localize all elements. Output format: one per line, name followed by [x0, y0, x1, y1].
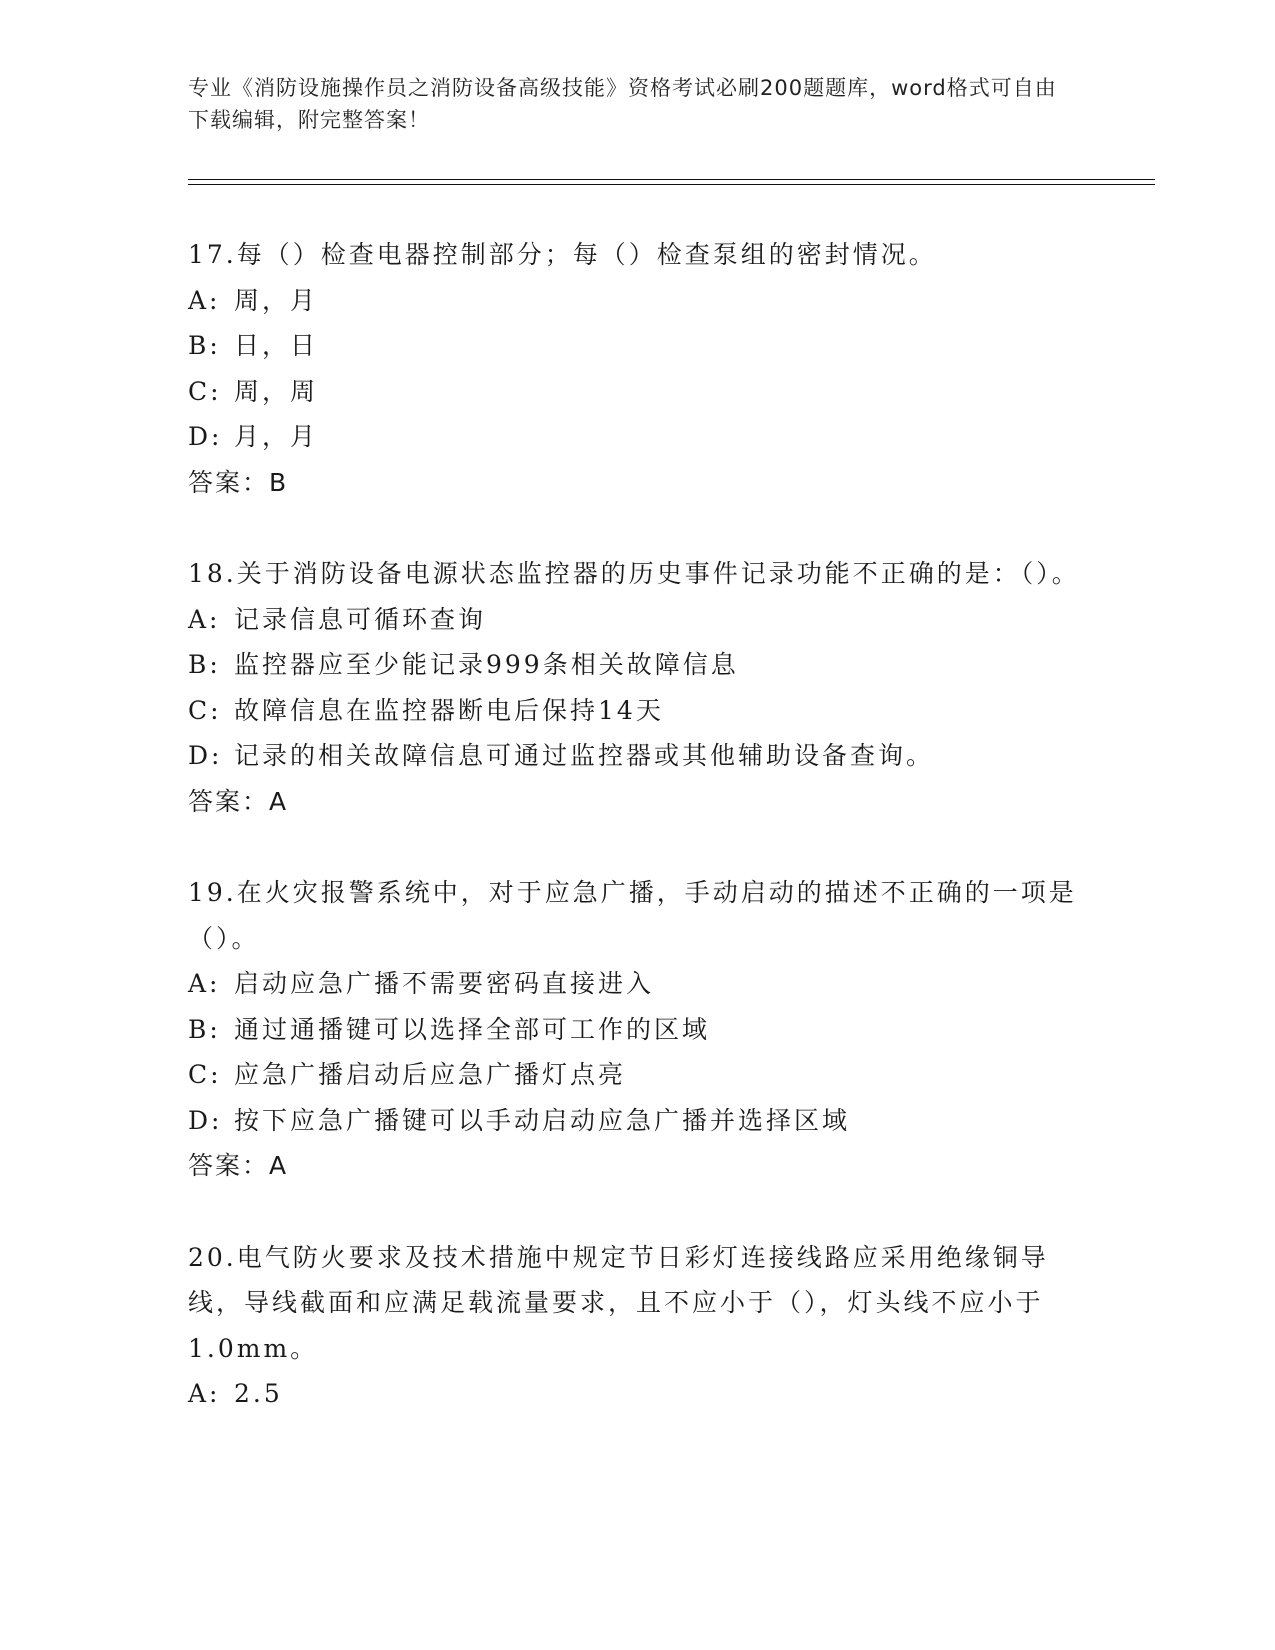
question-list	[188, 232, 1088, 1463]
question-19	[188, 870, 1088, 1189]
option-letter: B:	[188, 650, 221, 679]
option-a	[188, 1371, 1088, 1417]
option-text: 故障信息在监控器断电后保持14天	[234, 695, 664, 725]
option-text: 监控器应至少能记录999条相关故障信息	[234, 650, 739, 679]
option-text: 通过通播键可以选择全部可工作的区域	[234, 1014, 711, 1044]
option-d	[188, 733, 1088, 779]
option-letter: C:	[188, 376, 222, 406]
question-stem: 19.在火灾报警系统中，对于应急广播，手动启动的描述不正确的一项是（）。	[188, 878, 1077, 953]
option-letter: B:	[188, 331, 221, 360]
option-letter: D:	[188, 741, 223, 770]
option-text: 周，周	[234, 376, 319, 406]
question-17	[188, 232, 1088, 505]
option-a	[188, 961, 1088, 1007]
header-text: 专业《消防设施操作员之消防设备高级技能》资格考试必刷200题题库，word格式可自由下载编辑，附完整答案！	[188, 76, 1057, 132]
question-stem: 18.关于消防设备电源状态监控器的历史事件记录功能不正确的是：（）。	[188, 559, 1080, 588]
option-letter: D:	[188, 422, 223, 451]
option-c	[188, 688, 1088, 734]
option-a	[188, 597, 1088, 643]
answer-line: 答案：A	[188, 786, 289, 816]
question-18	[188, 551, 1088, 824]
option-text: 记录信息可循环查询	[234, 604, 487, 634]
option-text: 周，月	[234, 285, 319, 315]
option-b	[188, 323, 1088, 369]
option-text: 记录的相关故障信息可通过监控器或其他辅助设备查询。	[234, 741, 935, 770]
option-d	[188, 1098, 1088, 1144]
option-text: 应急广播启动后应急广播灯点亮	[234, 1060, 627, 1089]
option-text: 启动应急广播不需要密码直接进入	[234, 969, 655, 998]
option-letter: D:	[188, 1105, 223, 1135]
option-letter: C:	[188, 1060, 222, 1089]
option-b	[188, 642, 1088, 688]
answer-line: 答案：B	[188, 467, 289, 497]
option-b	[188, 1007, 1088, 1053]
question-stem: 17.每（）检查电器控制部分；每（）检查泵组的密封情况。	[188, 240, 937, 269]
option-text: 2.5	[234, 1379, 283, 1408]
option-text: 按下应急广播键可以手动启动应急广播并选择区域	[234, 1105, 851, 1135]
option-c	[188, 1052, 1088, 1098]
option-letter: B:	[188, 1014, 221, 1044]
option-text: 月，月	[234, 422, 319, 451]
option-d	[188, 414, 1088, 460]
option-letter: A:	[188, 604, 221, 634]
option-letter: A:	[188, 969, 221, 998]
option-a	[188, 278, 1088, 324]
header-divider-bottom	[188, 184, 1155, 185]
option-letter: C:	[188, 695, 222, 725]
option-letter: A:	[188, 285, 221, 315]
option-text: 日，日	[234, 331, 319, 360]
question-stem: 20.电气防火要求及技术措施中规定节日彩灯连接线路应采用绝缘铜导线，导线截面和应满足载流量要求，且不应小于（），灯头线不应小于1.0mm。	[188, 1242, 1049, 1363]
option-c	[188, 369, 1088, 415]
document-header	[188, 72, 1068, 136]
answer-line: 答案：A	[188, 1151, 289, 1180]
header-divider-top	[188, 179, 1155, 180]
question-20	[188, 1235, 1088, 1417]
option-letter: A:	[188, 1379, 221, 1408]
